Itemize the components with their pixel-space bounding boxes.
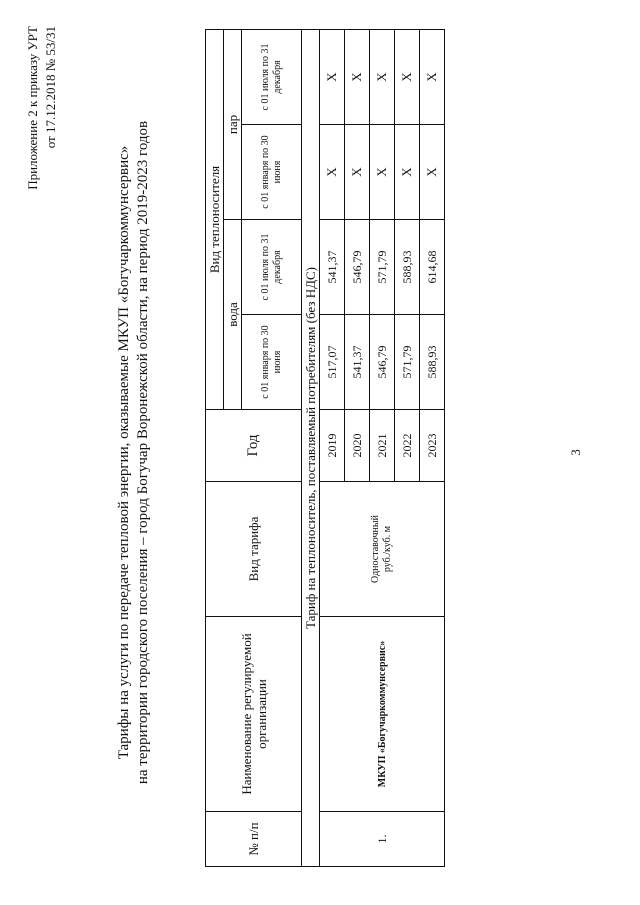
organization-name-cell (320, 617, 445, 812)
header-water-period-2: с 01 июля по 31 декабря (242, 220, 302, 315)
water-h1-cell: 571,79 (395, 315, 420, 410)
row-number: 1. (320, 812, 445, 867)
section-title: Тариф на теплоноситель, поставляемый потребителям (без НДС) (302, 29, 320, 866)
year-cell: 2019 (320, 410, 345, 482)
year-cell: 2021 (370, 410, 395, 482)
steam-h1-cell: X (420, 125, 445, 220)
tariff-table (205, 29, 445, 867)
title-line-2: на территории городского поселения – город Богучар Воронежской области, на период 2019-2023 годов (135, 120, 151, 785)
header-organization: Наименование регулируемой организации (206, 617, 302, 812)
appendix-line-1: Приложение 2 к приказу УРТ (25, 26, 40, 190)
tariff-type-cell (320, 482, 445, 617)
water-h1-cell: 546,79 (370, 315, 395, 410)
water-h2-cell: 546,79 (345, 220, 370, 315)
header-steam-period-2: с 01 июля по 31 декабря (242, 29, 302, 124)
header-water-period-1: с 01 января по 30 июня (242, 315, 302, 410)
water-h2-cell: 614,68 (420, 220, 445, 315)
steam-h2-cell: X (320, 29, 345, 124)
water-h2-cell: 541,37 (320, 220, 345, 315)
year-cell: 2023 (420, 410, 445, 482)
steam-h2-cell: X (345, 29, 370, 124)
document-title (115, 0, 153, 905)
water-h1-cell: 541,37 (345, 315, 370, 410)
tariff-table-wrapper (205, 30, 445, 867)
steam-h1-cell: X (320, 125, 345, 220)
water-h1-cell: 588,93 (420, 315, 445, 410)
steam-h1-cell: X (345, 125, 370, 220)
header-row-1 (206, 29, 224, 866)
organization-name: МКУП «Богучаркоммунсервис» (376, 640, 388, 788)
appendix-line-2: от 17.12.2018 № 53/31 (43, 26, 58, 149)
section-row (302, 29, 320, 866)
header-carrier-type: Вид теплоносителя (206, 29, 224, 409)
steam-h2-cell: X (420, 29, 445, 124)
title-line-1: Тарифы на услуги по передаче тепловой энергии, оказываемые МКУП «Богучаркоммунсервис» (116, 145, 132, 760)
steam-h2-cell: X (370, 29, 395, 124)
tariff-type: Одноставочный руб./куб. м (370, 515, 393, 584)
water-h2-cell: 571,79 (370, 220, 395, 315)
header-num: № п/п (206, 812, 302, 867)
year-cell: 2020 (345, 410, 370, 482)
steam-h1-cell: X (395, 125, 420, 220)
header-tariff-type: Вид тарифа (206, 482, 302, 617)
steam-h1-cell: X (370, 125, 395, 220)
water-h1-cell: 517,07 (320, 315, 345, 410)
steam-h2-cell: X (395, 29, 420, 124)
appendix-note (24, 26, 60, 190)
header-water: вода (224, 220, 242, 410)
page-number: 3 (568, 449, 583, 456)
header-year: Год (206, 410, 302, 482)
header-steam: пар (224, 29, 242, 219)
header-steam-period-1: с 01 января по 30 июня (242, 125, 302, 220)
water-h2-cell: 588,93 (395, 220, 420, 315)
year-cell: 2022 (395, 410, 420, 482)
table-row (320, 29, 345, 866)
